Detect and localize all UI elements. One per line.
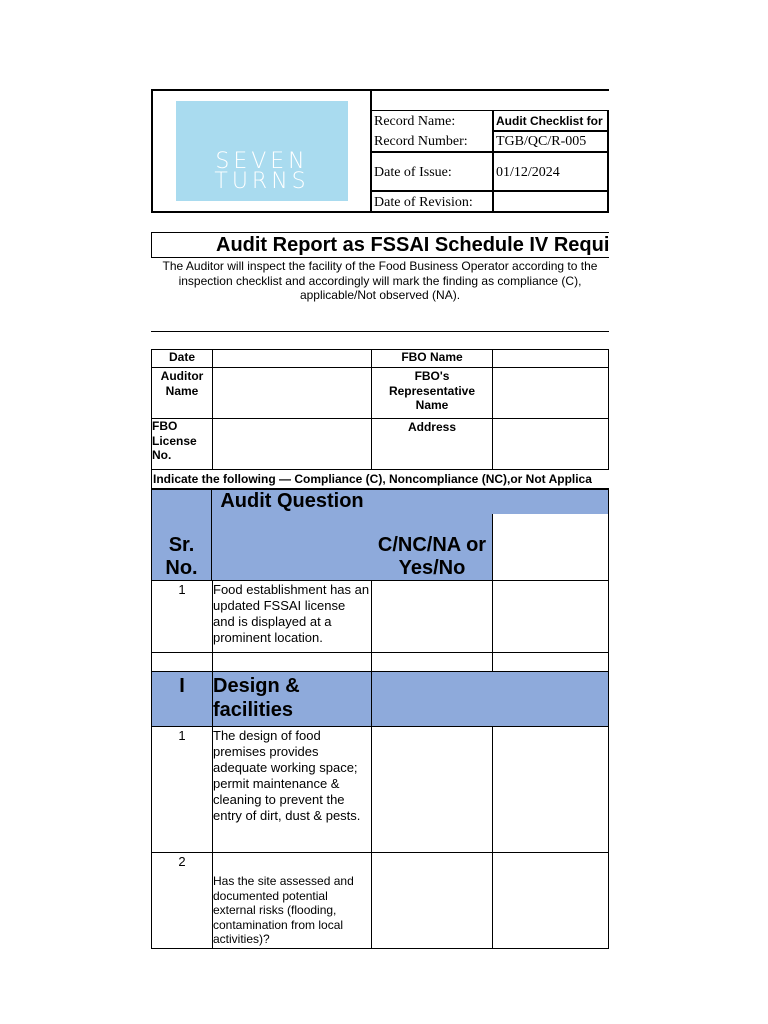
date-of-issue-value: 01/12/2024 [496, 165, 560, 180]
page-title: Audit Report as FSSAI Schedule IV Requi [151, 232, 609, 258]
auditor-name-label: Auditor Name [160, 369, 204, 398]
fbo-name-field[interactable] [493, 350, 608, 367]
company-logo [176, 101, 348, 201]
intro-line: The Auditor will inspect the facility of the Food Business Operator according to the [162, 259, 598, 273]
divider [372, 110, 609, 111]
divider [492, 653, 493, 672]
address-field[interactable] [493, 419, 608, 469]
divider [608, 349, 609, 470]
fbo-representative-label: FBO's Representative Name [388, 369, 476, 412]
table-row [151, 653, 609, 672]
date-of-revision-label: Date of Revision: [374, 195, 473, 210]
col-header-remarks [492, 489, 609, 514]
fbo-license-label: FBO License No. [152, 419, 197, 462]
empty-cell [492, 514, 609, 581]
row-answer-cell[interactable] [372, 581, 492, 653]
intro-text [151, 259, 609, 303]
row-question: Has the site assessed and documented potential external risks (flooding, contamination from local activities)? [213, 874, 354, 946]
section-title: Design & facilities [213, 675, 300, 721]
divider [372, 151, 609, 153]
divider [492, 130, 609, 132]
row-question: The design of food premises provides adequate working space; permit maintenance & cleaning to prevent the entry of dirt, dust & pests. [213, 728, 361, 823]
fbo-license-field[interactable] [213, 419, 371, 469]
intro-line: inspection checklist and accordingly will mark the finding as compliance (C), [178, 273, 582, 288]
record-number-label: Record Number: [374, 134, 468, 149]
row-remarks-cell[interactable] [493, 854, 608, 949]
logo-text-line1: SEVEN [215, 149, 309, 174]
divider [372, 190, 609, 192]
divider [607, 110, 609, 213]
divider [151, 331, 609, 332]
question-heading: Audit Question [220, 490, 364, 512]
address-label: Address [407, 420, 457, 434]
fbo-name-label: FBO Name [401, 350, 463, 364]
row-remarks-cell[interactable] [493, 728, 608, 853]
divider [371, 653, 372, 672]
fbo-representative-field[interactable] [493, 368, 608, 418]
divider [212, 653, 213, 672]
row-answer-cell[interactable] [372, 728, 492, 853]
date-label: Date [168, 350, 195, 364]
date-field[interactable] [213, 368, 371, 418]
intro-line: applicable/Not observed (NA). [299, 288, 461, 302]
logo-text-line2: TURNS [214, 169, 310, 194]
divider [371, 672, 372, 727]
row-answer-cell[interactable] [372, 854, 492, 949]
section-number: I [179, 675, 185, 697]
record-name-value: Audit Checklist for [496, 114, 603, 128]
legend-instruction: Indicate the following — Compliance (C), Noncompliance (NC),or Not Applica [151, 469, 609, 489]
record-name-label: Record Name: [374, 114, 456, 129]
row-number: 1 [178, 728, 186, 743]
srno-heading: Sr. No. [165, 534, 198, 579]
record-number-value: TGB/QC/R-005 [496, 134, 587, 149]
cnc-heading: C/NC/NA or Yes/No [377, 534, 487, 579]
row-number: 2 [178, 854, 186, 869]
row-number: 1 [178, 582, 186, 597]
date-of-issue-label: Date of Issue: [374, 165, 452, 180]
row-remarks-cell[interactable] [493, 581, 608, 653]
row-question: Food establishment has an updated FSSAI license and is displayed at a prominent location. [213, 582, 370, 645]
